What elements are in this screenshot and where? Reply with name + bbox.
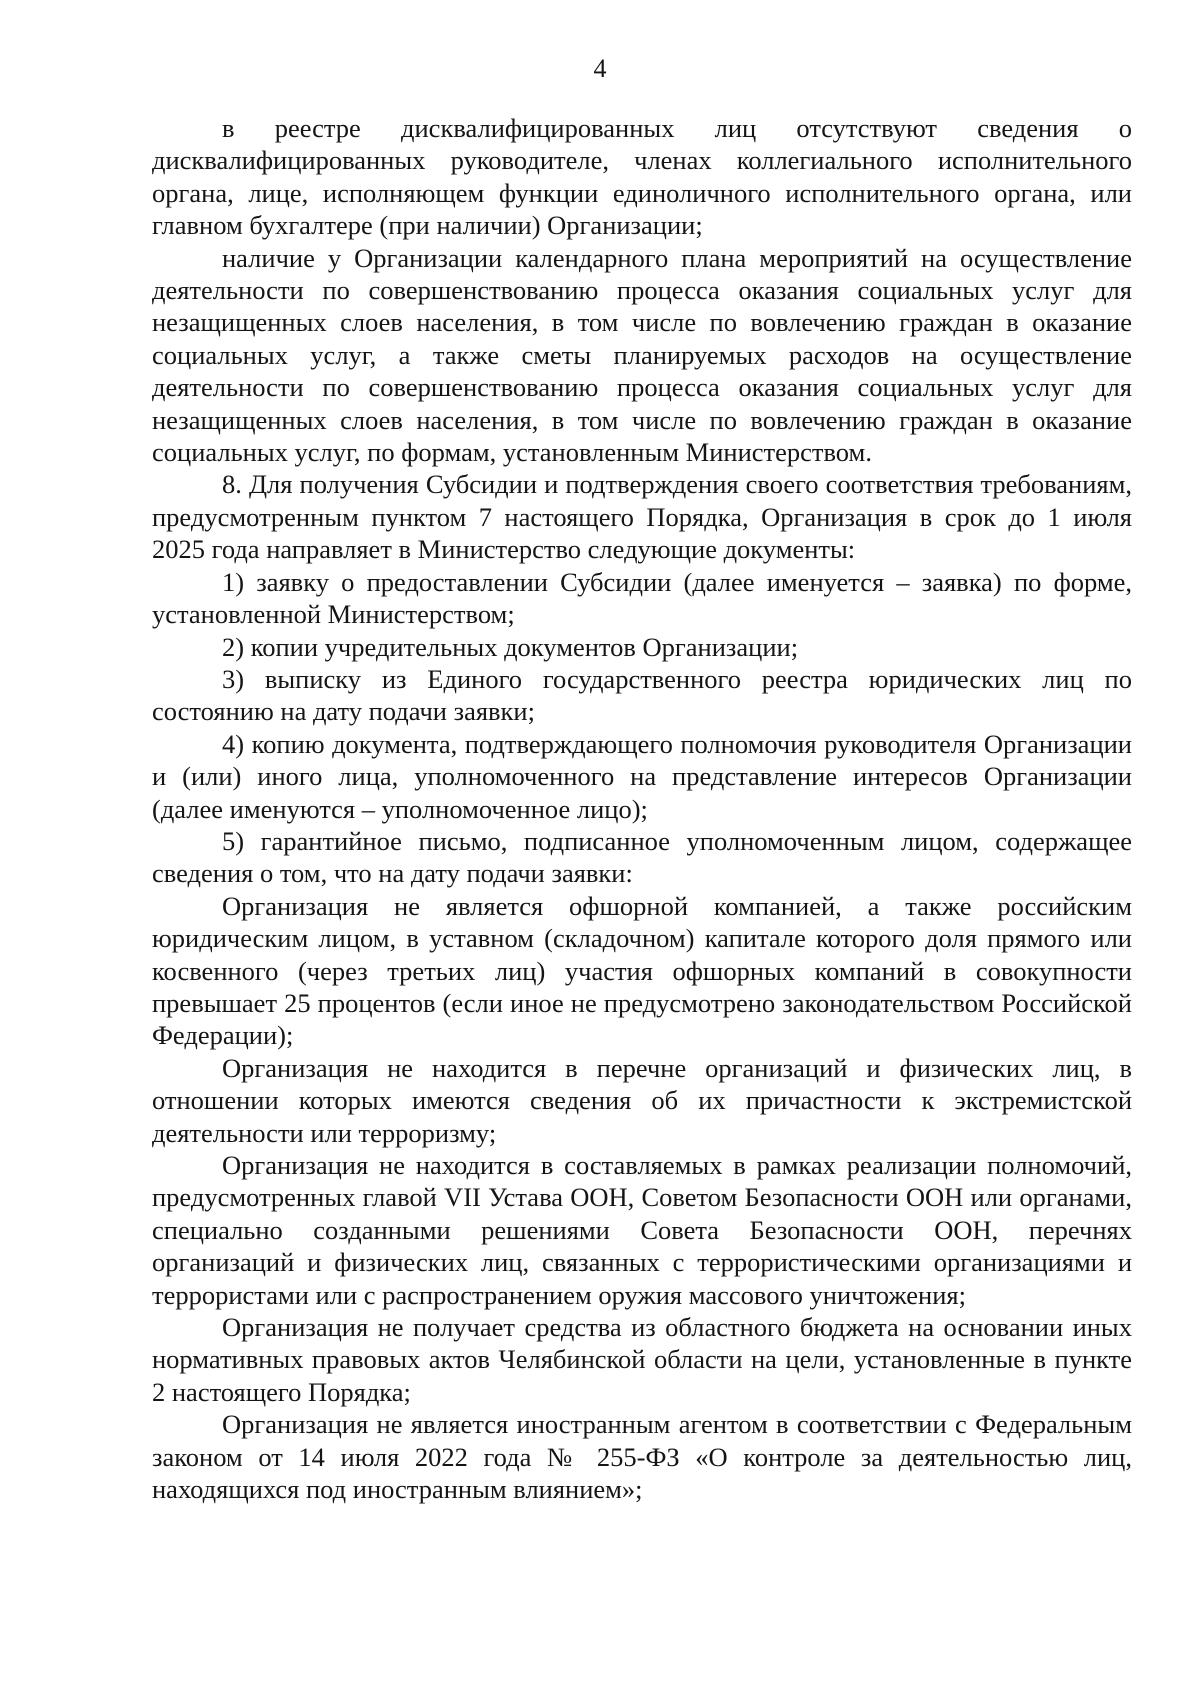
paragraph-subitem-2: 2) копии учредительных документов Организации; — [222, 631, 799, 662]
page-number: 4 — [593, 54, 607, 83]
paragraph-subitem-4: 4) копию документа, подтверждающего полномочия руководителя Организации и (или) иного лица, уполномоченного на представление интересов Организации (далее именуются – уполномоченное лицо); — [152, 728, 1132, 824]
paragraph-subitem-1: 1) заявку о предоставлении Субсидии (далее именуется – заявка) по форме, установленной Министерством; — [152, 566, 1132, 630]
paragraph-disqualified-registry: в реестре дисквалифицированных лиц отсутствуют сведения о дисквалифицированных руководителе, членах коллегиального исполнительного органа, лице, исполняющем функции единоличного исполнительного органа, или главном бухгалтере (при наличии) Организации; — [152, 113, 1132, 241]
paragraph-calendar-plan: наличие у Организации календарного плана мероприятий на осуществление деятельности по совершенствованию процесса оказания социальных услуг для незащищенных слоев населения, в том числе по вовлечению граждан в оказание социальных услуг, а также сметы планируемых расходов на осуществление деятельности по совершенствованию процесса оказания социальных услуг для незащищенных слоев населения, в том числе по вовлечению граждан в оказание социальных услуг, по формам, установленным Министерством. — [152, 242, 1132, 468]
document-body — [152, 112, 1132, 1505]
paragraph-regional-budget: Организация не получает средства из областного бюджета на основании иных нормативных правовых актов Челябинской области на цели, установленные в пункте 2 настоящего Порядка; — [152, 1312, 1132, 1407]
paragraph-offshore: Организация не является офшорной компанией, а также российским юридическим лицом, в уставном (складочном) капитале которого доля прямого или косвенного (через третьих лиц) участия офшорных компаний в совокупности превышает 25 процентов (если иное не предусмотрено законодательством Российской Федерации); — [152, 890, 1132, 1051]
paragraph-item-8: 8. Для получения Субсидии и подтверждения своего соответствия требованиям, предусмотренным пунктом 7 настоящего Порядка, Организация в срок до 1 июля 2025 года направляет в Министерство следующие документы: — [152, 469, 1132, 565]
paragraph-extremism: Организация не находится в перечне организаций и физических лиц, в отношении которых имеются сведения об их причастности к экстремистской деятельности или терроризму; — [152, 1052, 1132, 1148]
paragraph-un-lists: Организация не находится в составляемых в рамках реализации полномочий, предусмотренных главой VII Устава ООН, Советом Безопасности ООН или органами, специально созданными решениями Совета Безопасности ООН, перечнях организаций и физических лиц, связанных с террористическими организациями и террористами или с распространением оружия массового уничтожения; — [152, 1150, 1132, 1310]
paragraph-foreign-agent: Организация не является иностранным агентом в соответствии с Федеральным законом от 14 июля 2022 года № 255-ФЗ «О контроле за деятельностью лиц, находящихся под иностранным влиянием»; — [152, 1409, 1132, 1505]
paragraph-subitem-3: 3) выписку из Единого государственного реестра юридических лиц по состоянию на дату подачи заявки; — [152, 663, 1132, 727]
paragraph-subitem-5: 5) гарантийное письмо, подписанное уполномоченным лицом, содержащее сведения о том, что на дату подачи заявки: — [152, 825, 1132, 889]
